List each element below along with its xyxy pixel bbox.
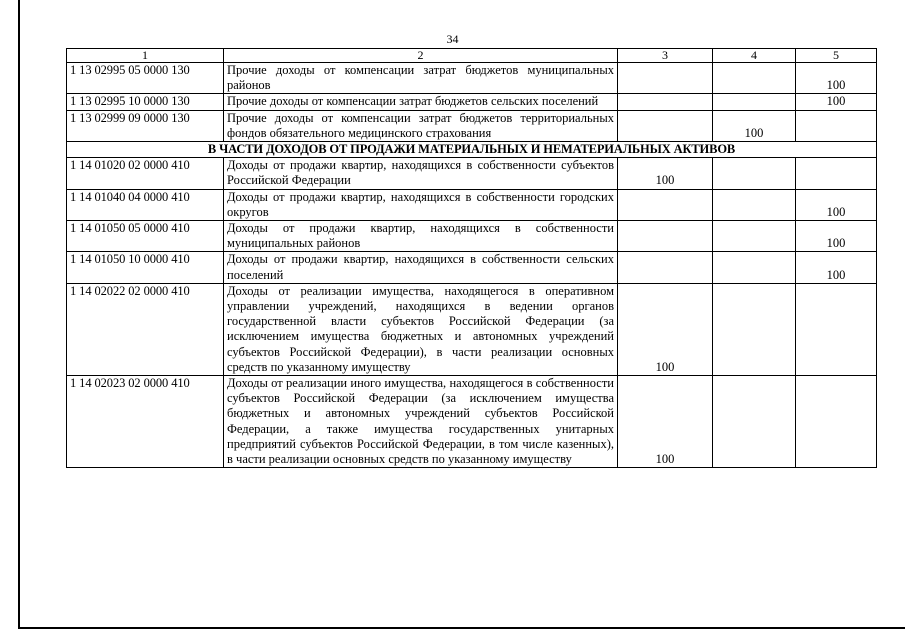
value-col-4 [713, 252, 796, 283]
value-col-3 [618, 221, 713, 252]
value-col-5 [796, 110, 877, 141]
revenue-code: 1 14 01020 02 0000 410 [67, 158, 224, 189]
value-col-3: 100 [618, 158, 713, 189]
value-col-5: 100 [796, 252, 877, 283]
value-col-3 [618, 110, 713, 141]
value-col-3 [618, 63, 713, 94]
revenue-description: Доходы от реализации имущества, находящегося в оперативном управлении учреждений, находящихся в ведении органов государственной власти субъектов Российской Федерации (за исключением имущества бюджетных и автономных учреждений субъектов Российской Федерации), в части реализации основных средств по указанному имуществу [224, 283, 618, 375]
table-row [67, 221, 877, 252]
column-header-4: 4 [713, 49, 796, 63]
value-col-5: 100 [796, 94, 877, 110]
value-col-3 [618, 252, 713, 283]
revenue-code: 1 14 01050 05 0000 410 [67, 221, 224, 252]
revenue-description: Доходы от продажи квартир, находящихся в собственности сельских поселений [224, 252, 618, 283]
value-col-4 [713, 283, 796, 375]
column-header-5: 5 [796, 49, 877, 63]
table-row [67, 158, 877, 189]
value-col-5 [796, 376, 877, 468]
value-col-4 [713, 94, 796, 110]
column-header-2: 2 [224, 49, 618, 63]
scan-border-bottom [18, 627, 905, 629]
revenue-description: Доходы от продажи квартир, находящихся в собственности муниципальных районов [224, 221, 618, 252]
revenue-description: Доходы от реализации иного имущества, находящегося в собственности субъектов Российской Федерации (за исключением имущества бюджетных и автономных учреждений субъектов Российской Федерации, а также имущества государственных унитарных предприятий субъектов Российской Федерации, в том числе казенных), в части реализации основных средств по указанному имуществу [224, 376, 618, 468]
revenue-codes-table [66, 48, 877, 468]
value-col-5 [796, 283, 877, 375]
table-row [67, 283, 877, 375]
value-col-4: 100 [713, 110, 796, 141]
value-col-5: 100 [796, 189, 877, 220]
value-col-4 [713, 63, 796, 94]
revenue-code: 1 14 02023 02 0000 410 [67, 376, 224, 468]
value-col-3: 100 [618, 376, 713, 468]
revenue-description: Прочие доходы от компенсации затрат бюджетов муниципальных районов [224, 63, 618, 94]
value-col-5: 100 [796, 63, 877, 94]
revenue-description: Доходы от продажи квартир, находящихся в собственности городских округов [224, 189, 618, 220]
value-col-3: 100 [618, 283, 713, 375]
value-col-4 [713, 376, 796, 468]
table-row [67, 63, 877, 94]
value-col-3 [618, 94, 713, 110]
revenue-code: 1 13 02999 09 0000 130 [67, 110, 224, 141]
revenue-code: 1 14 01040 04 0000 410 [67, 189, 224, 220]
revenue-description: Прочие доходы от компенсации затрат бюджетов территориальных фондов обязательного медицинского страхования [224, 110, 618, 141]
value-col-5: 100 [796, 221, 877, 252]
value-col-3 [618, 189, 713, 220]
value-col-5 [796, 158, 877, 189]
value-col-4 [713, 158, 796, 189]
value-col-4 [713, 189, 796, 220]
section-header-row [67, 142, 877, 158]
table-row [67, 252, 877, 283]
revenue-code: 1 14 01050 10 0000 410 [67, 252, 224, 283]
table-row [67, 376, 877, 468]
scan-border-left [18, 0, 20, 628]
column-number-header-row [67, 49, 877, 63]
page-number: 34 [446, 32, 459, 46]
table-row [67, 189, 877, 220]
table-row [67, 110, 877, 141]
column-header-3: 3 [618, 49, 713, 63]
revenue-code: 1 13 02995 10 0000 130 [67, 94, 224, 110]
section-title: В ЧАСТИ ДОХОДОВ ОТ ПРОДАЖИ МАТЕРИАЛЬНЫХ И НЕМАТЕРИАЛЬНЫХ АКТИВОВ [67, 142, 877, 158]
revenue-code: 1 13 02995 05 0000 130 [67, 63, 224, 94]
value-col-4 [713, 221, 796, 252]
revenue-code: 1 14 02022 02 0000 410 [67, 283, 224, 375]
table-row [67, 94, 877, 110]
column-header-1: 1 [67, 49, 224, 63]
revenue-description: Доходы от продажи квартир, находящихся в собственности субъектов Российской Федерации [224, 158, 618, 189]
revenue-description: Прочие доходы от компенсации затрат бюджетов сельских поселений [224, 94, 618, 110]
